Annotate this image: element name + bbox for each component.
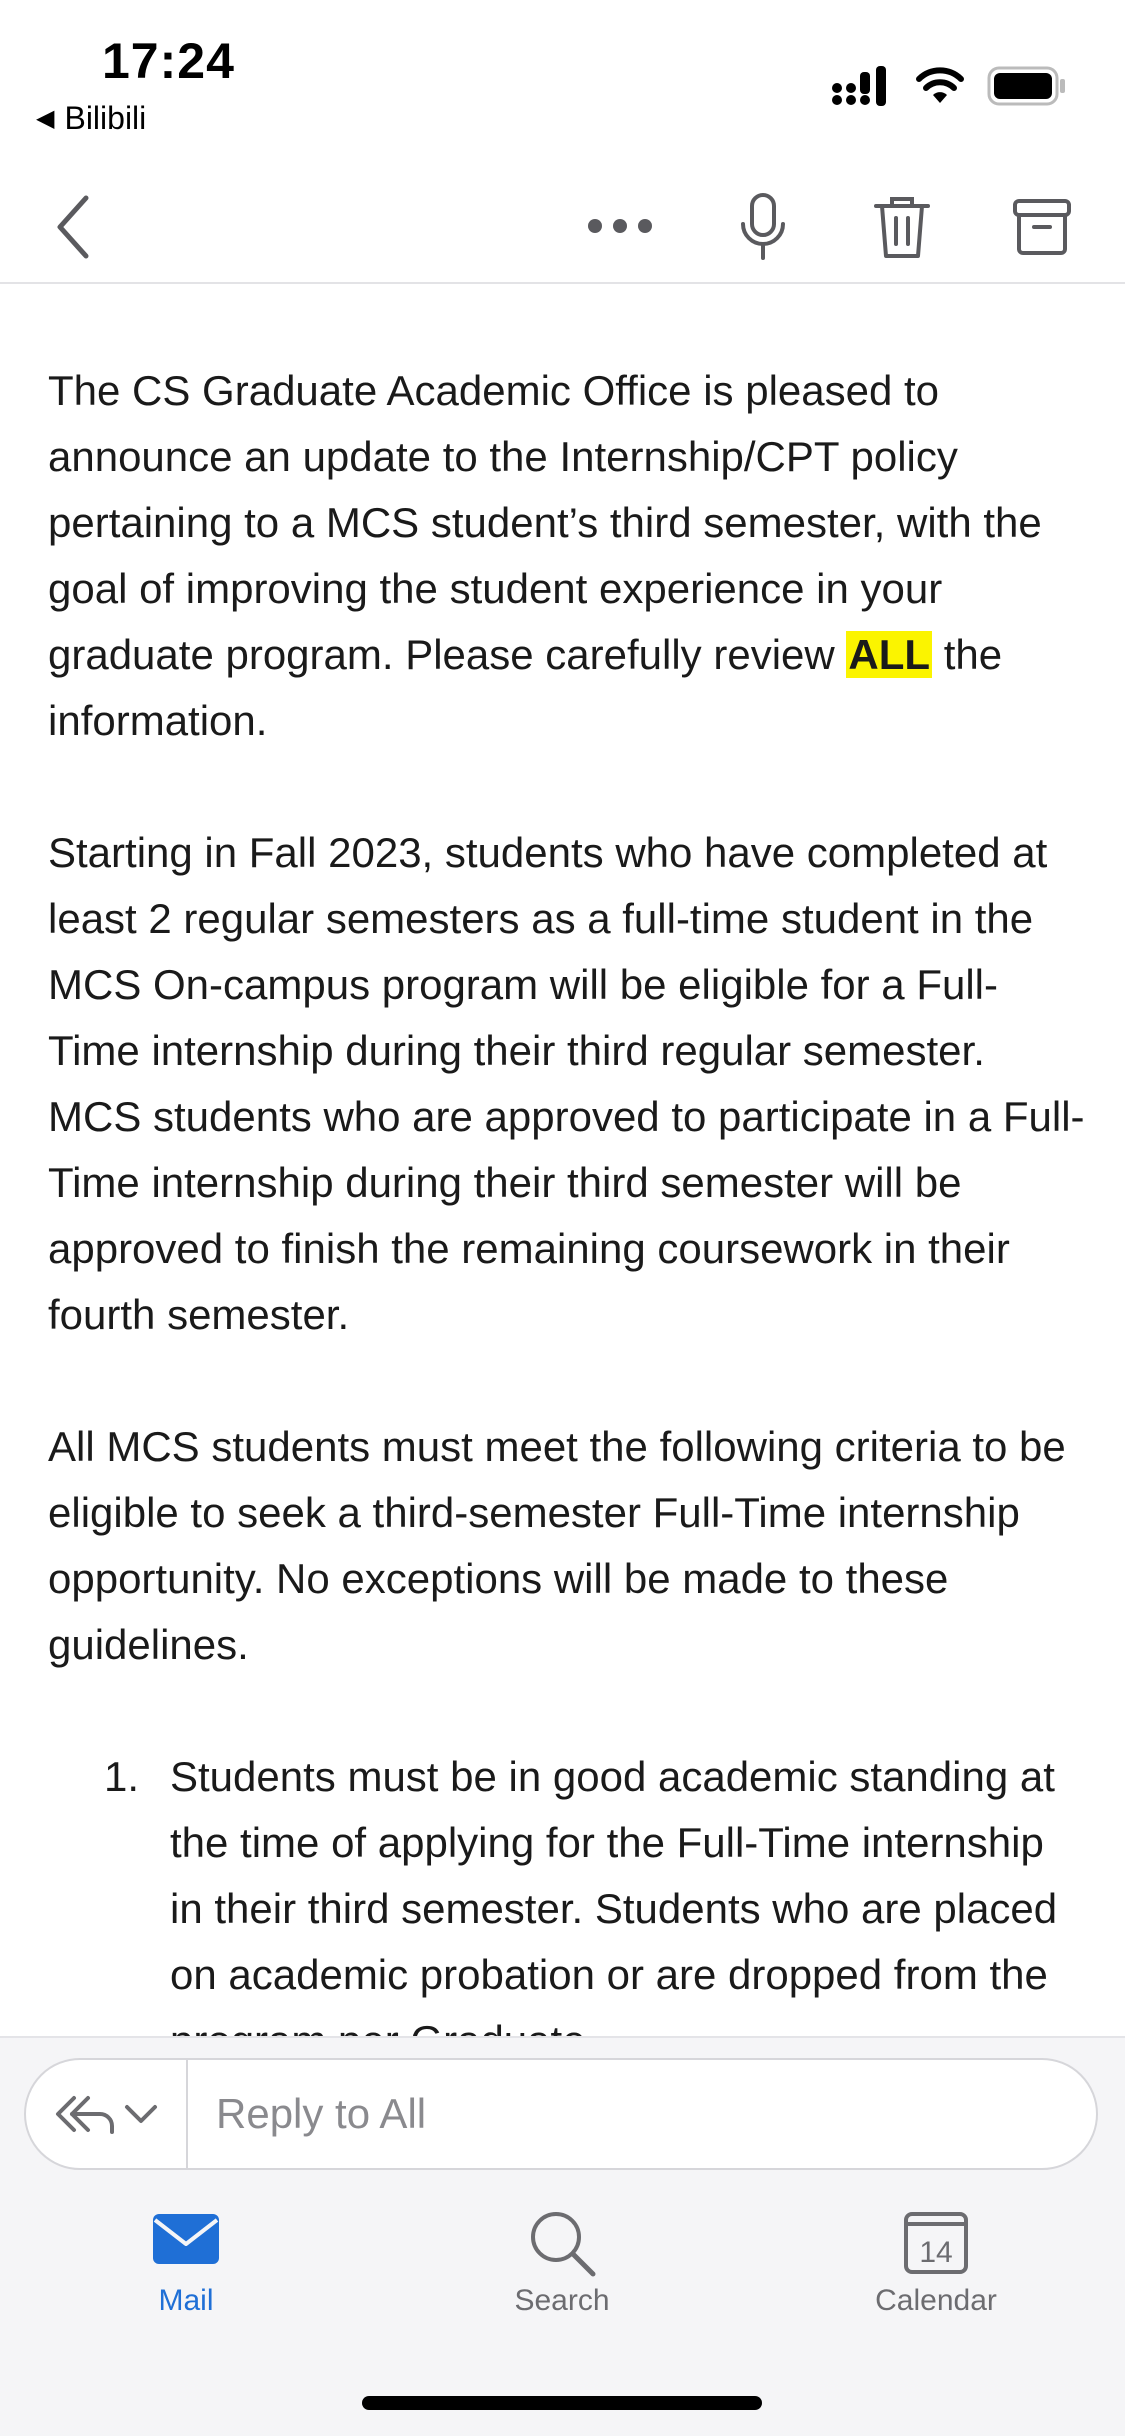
mail-icon <box>151 2208 221 2268</box>
back-button[interactable] <box>44 184 104 270</box>
toolbar-divider <box>0 282 1125 284</box>
tab-calendar-label: Calendar <box>875 2284 997 2317</box>
ellipsis-icon <box>585 216 655 236</box>
chevron-left-icon <box>54 194 94 260</box>
list-item-number: 1. <box>104 1753 140 1800</box>
tab-mail[interactable] <box>76 2208 296 2318</box>
calendar-day: 14 <box>919 2236 953 2269</box>
paragraph-2: Starting in Fall 2023, students who have completed at least 2 regular semesters as a full-time student in the MCS On-campus program will be eligible for a Full-Time internship during their third regular semester. MCS students who are approved to participate in a Full-Time internship during their third semester will be approved to finish the remaining coursework in their fourth semester. <box>48 829 1085 1338</box>
wifi-icon <box>915 67 965 105</box>
tab-search[interactable] <box>452 2208 672 2318</box>
more-button[interactable] <box>580 198 660 254</box>
bottom-panel <box>0 2036 1125 2436</box>
paragraph-1 <box>48 358 1088 754</box>
reply-bar[interactable] <box>24 2058 1098 2170</box>
chevron-down-icon <box>124 2103 158 2125</box>
mail-toolbar <box>0 170 1125 282</box>
search-icon <box>527 2208 597 2278</box>
archive-button[interactable] <box>1004 184 1080 270</box>
paragraph-1-text: The CS Graduate Academic Office is pleased to announce an update to the Internship/CPT policy pertaining to a MCS student’s third semester, with the goal of improving the student experience in your graduate program. Please carefully review <box>48 367 1042 678</box>
back-app-label: Bilibili <box>64 100 147 136</box>
paragraph-3: All MCS students must meet the following criteria to be eligible to seek a third-semester Full-Time internship opportunity. No exceptions will be made to these guidelines. <box>48 1423 1066 1668</box>
status-icons <box>831 66 1067 106</box>
back-triangle-icon: ◀ <box>36 105 55 132</box>
reply-options-button[interactable] <box>26 2060 188 2168</box>
paragraph-1-tail: the information. <box>48 631 1003 744</box>
tab-calendar[interactable] <box>826 2208 1046 2318</box>
criteria-list <box>48 1744 1088 2074</box>
delete-button[interactable] <box>864 184 940 270</box>
microphone-icon <box>738 192 788 262</box>
email-body <box>48 358 1088 2074</box>
home-indicator[interactable] <box>362 2396 762 2410</box>
calendar-icon <box>903 2208 969 2276</box>
highlighted-all: ALL <box>848 631 931 678</box>
list-item <box>48 1744 1088 2074</box>
reply-all-icon <box>54 2092 116 2136</box>
back-to-app-link[interactable] <box>36 100 146 137</box>
tab-bar <box>0 2208 1125 2368</box>
signal-icon <box>831 66 893 106</box>
tab-mail-label: Mail <box>158 2284 214 2317</box>
battery-icon <box>987 66 1067 106</box>
tab-search-label: Search <box>514 2284 610 2317</box>
archive-icon <box>1012 197 1072 257</box>
dictate-button[interactable] <box>728 184 798 270</box>
trash-icon <box>872 194 932 260</box>
reply-placeholder[interactable]: Reply to All <box>216 2090 427 2137</box>
list-item-text: Students must be in good academic standing at the time of applying for the Full-Time internship in their third semester. Students who are placed on academic probation or are dropped from the <box>170 1753 1058 1998</box>
status-time: 17:24 <box>102 33 235 89</box>
